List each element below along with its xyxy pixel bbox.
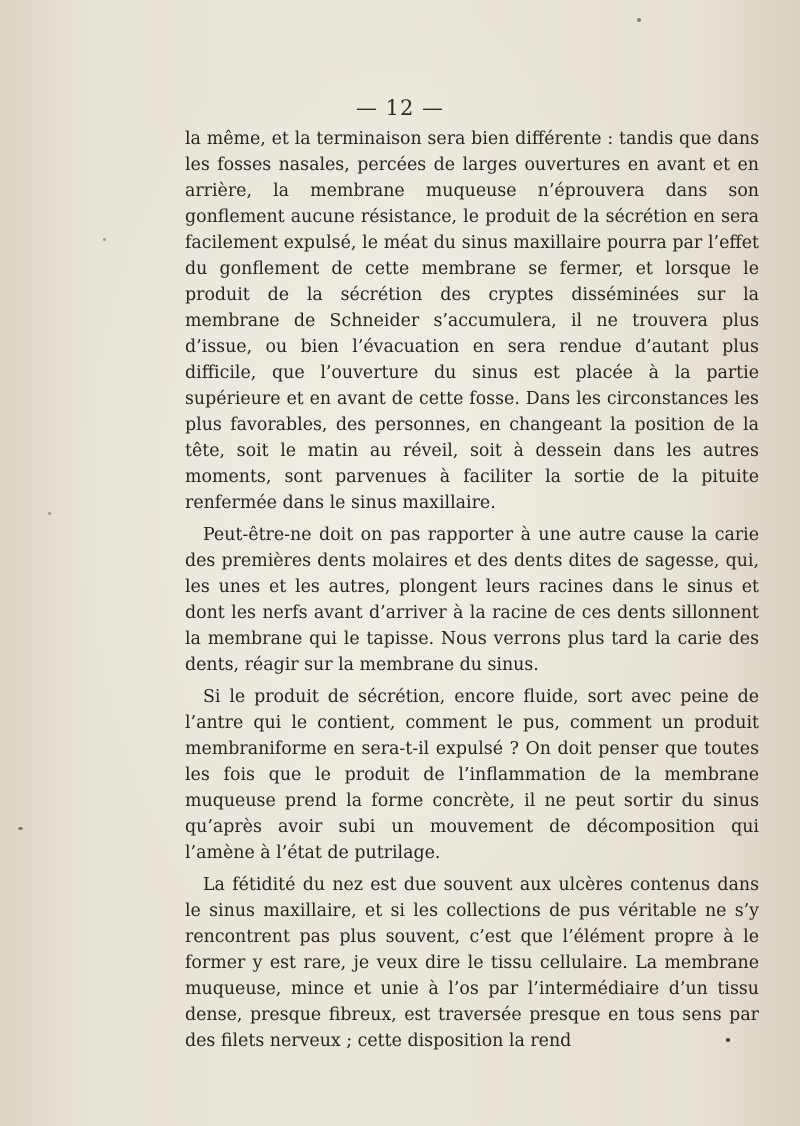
page-number: — 12 — (355, 96, 445, 120)
paragraph-4: La fétidité du nez est due souvent aux ulcères contenus dans le sinus maxillaire, et si les collections de pus véritable ne s’y rencontrent pas plus souvent, c’est que l’élément propre à le former y est rare, je veux dire le tissu cellulaire. La membrane muqueuse, mince et unie à l’os par l’intermédiaire d’un tissu dense, presque fibreux, est traversée presque en tous sens par des filets nerveux ; cette disposition la rend (185, 875, 759, 1051)
ink-speck (48, 512, 51, 515)
ink-speck (726, 1038, 730, 1042)
paragraph-2: Peut-être-ne doit on pas rapporter à une autre cause la carie des premières dents molaires et des dents dites de sagesse, qui, les unes et les autres, plongent leurs racines dans le sinus et dont les nerfs avant d’arriver à la racine de ces dents sillonnent la membrane qui le tapisse. Nous verrons plus tard la carie des dents, réagir sur la membrane du sinus. (185, 525, 759, 675)
paragraph-3: Si le produit de sécrétion, encore fluide, sort avec peine de l’antre qui le contient, comment le pus, comment un produit membraniforme en sera-t-il expulsé ? On doit penser que toutes les fois que le produit de l’inflammation de la membrane muqueuse prend la forme concrète, il ne peut sortir du sinus qu’après avoir subi un mouvement de décomposition qui l’amène à l’état de putrilage. (185, 687, 759, 863)
paragraph-1: la même, et la terminaison sera bien différente : tandis que dans les fosses nasales, percées de larges ouvertures en avant et en arrière, la membrane muqueuse n’éprouvera dans son gonflement aucune résistance, le produit de la sécrétion en sera facilement expulsé, le méat du sinus maxillaire pourra par l’effet du gonflement de cette membrane se fermer, et lorsque le produit de la sécrétion des cryptes disséminées sur la membrane de Schneider s’accumulera, il ne trouvera plus d’issue, ou bien l’évacuation en sera rendue d’autant plus difficile, que l’ouverture du sinus est placée à la partie supérieure et en avant de cette fosse. Dans les circonstances les plus favorables, des personnes, en changeant la position de la tête, soit le matin au réveil, soit à dessein dans les autres moments, sont parvenues à faciliter la sortie de la pituite renfermée dans le sinus maxillaire. (185, 129, 759, 513)
body-text (185, 126, 759, 1054)
ink-speck (637, 18, 641, 22)
ink-speck (18, 827, 23, 830)
ink-speck (103, 238, 106, 241)
